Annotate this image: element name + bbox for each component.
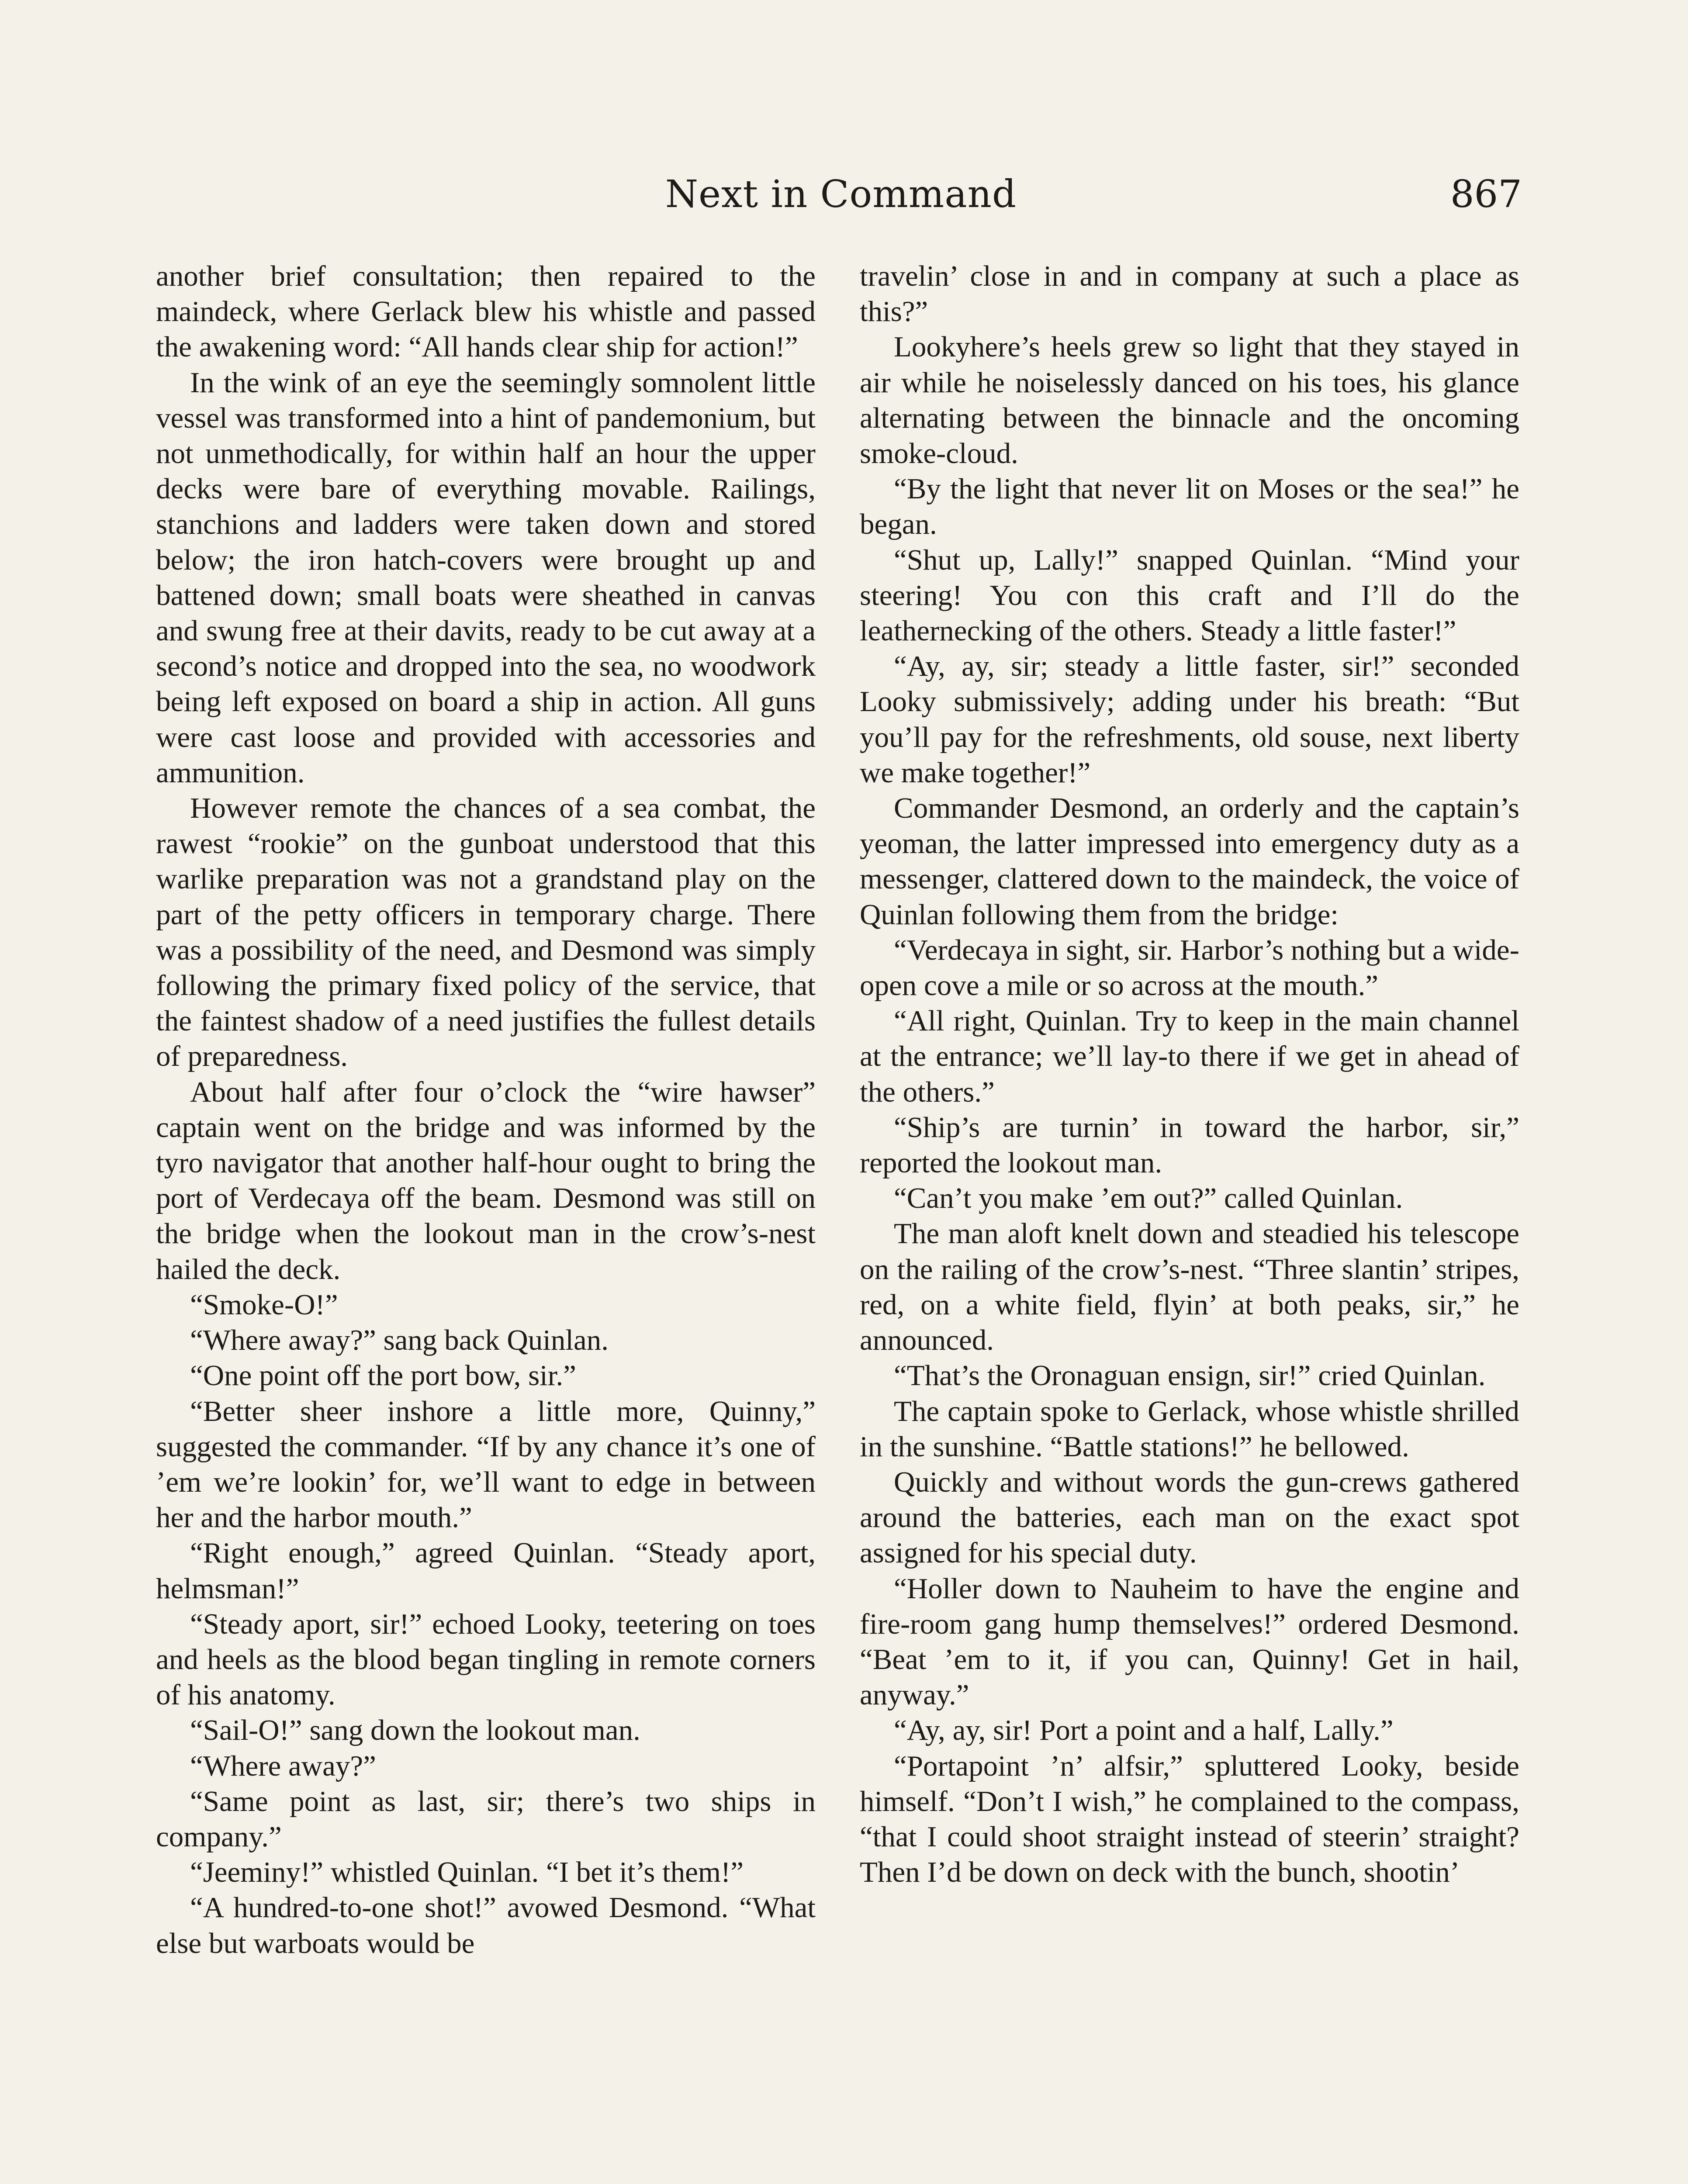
paragraph: Lookyhere’s heels grew so light that they stayed in air while he noiselessly danced on his toes, his glance alternating between the binnacle and the oncoming smoke-cloud. [860, 331, 1519, 470]
text-column-left [156, 259, 816, 2184]
paragraph: “Shut up, Lally!” snapped Quinlan. “Mind your steering! You con this craft and I’ll do the leathernecking of the others. Steady a little faster!” [860, 543, 1519, 647]
paragraph: The man aloft knelt down and steadied his telescope on the railing of the crow’s-nest. “Three slantin’ stripes, red, on a white field, flyin’ at both peaks, sir,” he announced. [860, 1217, 1519, 1357]
paragraph: “Ship’s are turnin’ in toward the harbor, sir,” reported the lookout man. [860, 1111, 1519, 1179]
paragraph: “Where away?” sang back Quinlan. [190, 1324, 609, 1357]
paragraph: “Verdecaya in sight, sir. Harbor’s nothing but a wide-open cove a mile or so across at the mouth.” [860, 933, 1519, 1002]
paragraph: “Steady aport, sir!” echoed Looky, teetering on toes and heels as the blood began tingling in remote corners of his anatomy. [156, 1607, 816, 1711]
paragraph: “Jeeminy!” whistled Quinlan. “I bet it’s them!” [190, 1856, 744, 1889]
paragraph: “That’s the Oronaguan ensign, sir!” cried Quinlan. [894, 1359, 1486, 1392]
text-column-right [860, 259, 1519, 2184]
paragraph: another brief consultation; then repaired to the maindeck, where Gerlack blew his whistle and passed the awakening word: “All hands clear ship for action!” [156, 260, 816, 363]
paragraph: Commander Desmond, an orderly and the captain’s yeoman, the latter impressed into emergency duty as a messenger, clattered down to the maindeck, the voice of Quinlan following them from the bridge: [860, 792, 1519, 931]
paragraph: “Holler down to Nauheim to have the engine and fire-room gang hump themselves!” ordered Desmond. “Beat ’em to it, if you can, Quinny! Get in hail, anyway.” [860, 1572, 1519, 1711]
paragraph: “Ay, ay, sir! Port a point and a half, Lally.” [894, 1714, 1394, 1747]
paragraph: However remote the chances of a sea combat, the rawest “rookie” on the gunboat understood that this warlike preparation was not a grandstand play on the part of the petty officers in temporary charge. There was a possibility of the need, and Desmond was simply following the primary fixed policy of the service, that the faintest shadow of a need justifies the fullest details of preparedness. [156, 792, 816, 1073]
paragraph: travelin’ close in and in company at such a place as this?” [860, 260, 1519, 328]
paragraph: “Smoke-O!” [190, 1288, 338, 1321]
running-title: Next in Command [665, 173, 1017, 216]
paragraph: “Same point as last, sir; there’s two ships in company.” [156, 1785, 816, 1853]
paragraph: “By the light that never lit on Moses or the sea!” he began. [860, 473, 1519, 541]
paragraph: In the wink of an eye the seemingly somnolent little vessel was transformed into a hint of pandemonium, but not unmethodically, for within half an hour the upper decks were bare of everything movable. Railings, stanchions and ladders were taken down and stored below; the iron hatch-covers were brought up and battened down; small boats were sheathed in canvas and swung free at their davits, ready to be cut away at a second’s notice and dropped into the sea, no woodwork being left exposed on board a ship in action. All guns were cast loose and provided with accessories and ammunition. [156, 366, 816, 789]
paragraph: “Ay, ay, sir; steady a little faster, sir!” seconded Looky submissively; adding under his breath: “But you’ll pay for the refreshments, old souse, next liberty we make together!” [860, 650, 1519, 789]
paragraph: “Portapoint ’n’ alfsir,” spluttered Looky, beside himself. “Don’t I wish,” he complained to the compass, “that I could shoot straight instead of steerin’ straight? Then I’d be down on deck with the bunch, shootin’ [860, 1749, 1519, 1889]
paragraph: The captain spoke to Gerlack, whose whistle shrilled in the sunshine. “Battle stations!” he bellowed. [860, 1395, 1519, 1463]
paragraph: “Right enough,” agreed Quinlan. “Steady aport, helmsman!” [156, 1537, 816, 1605]
paragraph: Quickly and without words the gun-crews gathered around the batteries, each man on the exact spot assigned for his special duty. [860, 1465, 1519, 1569]
paragraph: “A hundred-to-one shot!” avowed Desmond. “What else but warboats would be [156, 1891, 816, 1959]
page-number: 867 [1450, 173, 1522, 216]
running-header [0, 162, 1688, 227]
paragraph: “Can’t you make ’em out?” called Quinlan. [894, 1182, 1403, 1215]
paragraph: “All right, Quinlan. Try to keep in the main channel at the entrance; we’ll lay-to there if we get in ahead of the others.” [860, 1005, 1519, 1108]
paragraph: “Where away?” [190, 1749, 376, 1782]
paragraph: “One point off the port bow, sir.” [190, 1359, 576, 1392]
paragraph: “Better sheer inshore a little more, Quinny,” suggested the commander. “If by any chance it’s one of ’em we’re lookin’ for, we’ll want to edge in between her and the harbor mouth.” [156, 1395, 816, 1534]
paragraph: “Sail-O!” sang down the lookout man. [190, 1714, 640, 1747]
paragraph: About half after four o’clock the “wire hawser” captain went on the bridge and was informed by the tyro navigator that another half-hour ought to bring the port of Verdecaya off the beam. Desmond was still on the bridge when the lookout man in the crow’s-nest hailed the deck. [156, 1075, 816, 1286]
